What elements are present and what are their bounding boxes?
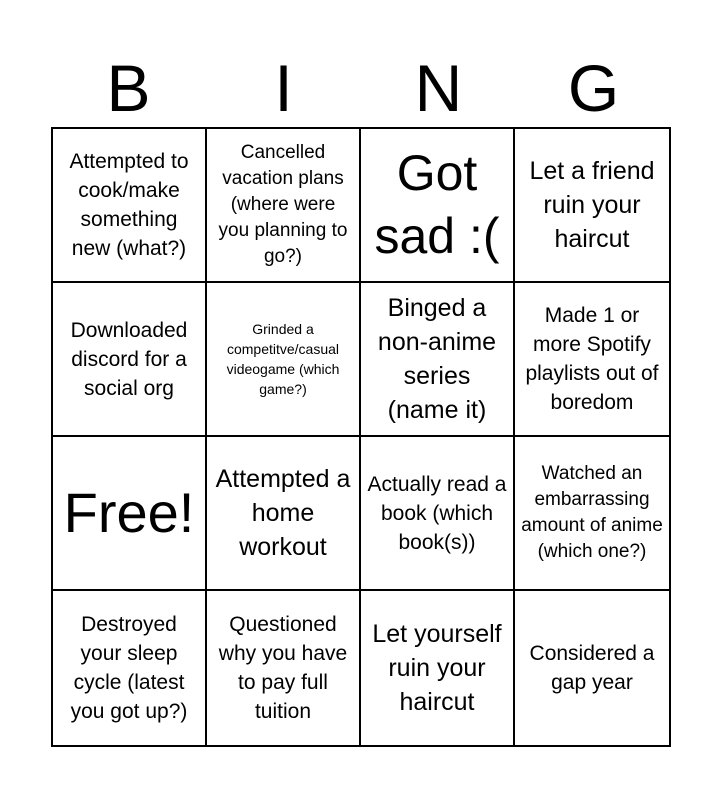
bingo-cell[interactable]	[53, 129, 207, 283]
bingo-cell[interactable]	[207, 437, 361, 591]
cell-text: Watched an embarrassing amount of anime (which one?)	[521, 463, 663, 562]
bingo-cell[interactable]	[361, 591, 515, 745]
cell-text: Cancelled vacation plans (where were you planning to go?)	[218, 142, 348, 267]
cell-text: Got sad :(	[374, 145, 500, 264]
cell-text: Considered a gap year	[529, 642, 655, 694]
header-letter-i: I	[274, 51, 293, 125]
header-letter-b: B	[106, 51, 151, 125]
cell-text: Binged a non-anime series (name it)	[377, 294, 497, 424]
cell-text: Downloaded discord for a social org	[70, 318, 188, 400]
cell-text: Let yourself ruin your haircut	[372, 620, 502, 716]
cell-text: Made 1 or more Spotify playlists out of boredom	[525, 304, 659, 414]
cell-text: Let a friend ruin your haircut	[529, 157, 655, 253]
bingo-cell[interactable]	[361, 129, 515, 283]
bingo-board	[51, 127, 671, 747]
cell-text: Free!	[63, 481, 195, 544]
bingo-cell[interactable]	[53, 591, 207, 745]
bingo-header	[0, 0, 723, 128]
bingo-cell[interactable]	[207, 591, 361, 745]
cell-text: Grinded a competitve/casual videogame (which game?)	[226, 321, 340, 397]
bingo-cell[interactable]	[515, 437, 669, 591]
bingo-cell[interactable]	[361, 437, 515, 591]
bingo-cell[interactable]	[53, 283, 207, 437]
bingo-cell[interactable]	[207, 283, 361, 437]
header-letter-n: N	[414, 51, 463, 125]
bingo-cell-free[interactable]	[53, 437, 207, 591]
cell-text: Questioned why you have to pay full tuition	[218, 613, 348, 723]
bingo-cell[interactable]	[207, 129, 361, 283]
bingo-cell[interactable]	[515, 283, 669, 437]
cell-text: Attempted to cook/make something new (what?)	[69, 150, 189, 260]
bingo-cell[interactable]	[515, 591, 669, 745]
cell-text: Attempted a home workout	[215, 465, 351, 561]
header-letter-g: G	[567, 51, 620, 125]
cell-text: Destroyed your sleep cycle (latest you got up?)	[70, 613, 188, 723]
bingo-cell[interactable]	[515, 129, 669, 283]
bingo-cell[interactable]	[361, 283, 515, 437]
cell-text: Actually read a book (which book(s))	[367, 472, 507, 554]
